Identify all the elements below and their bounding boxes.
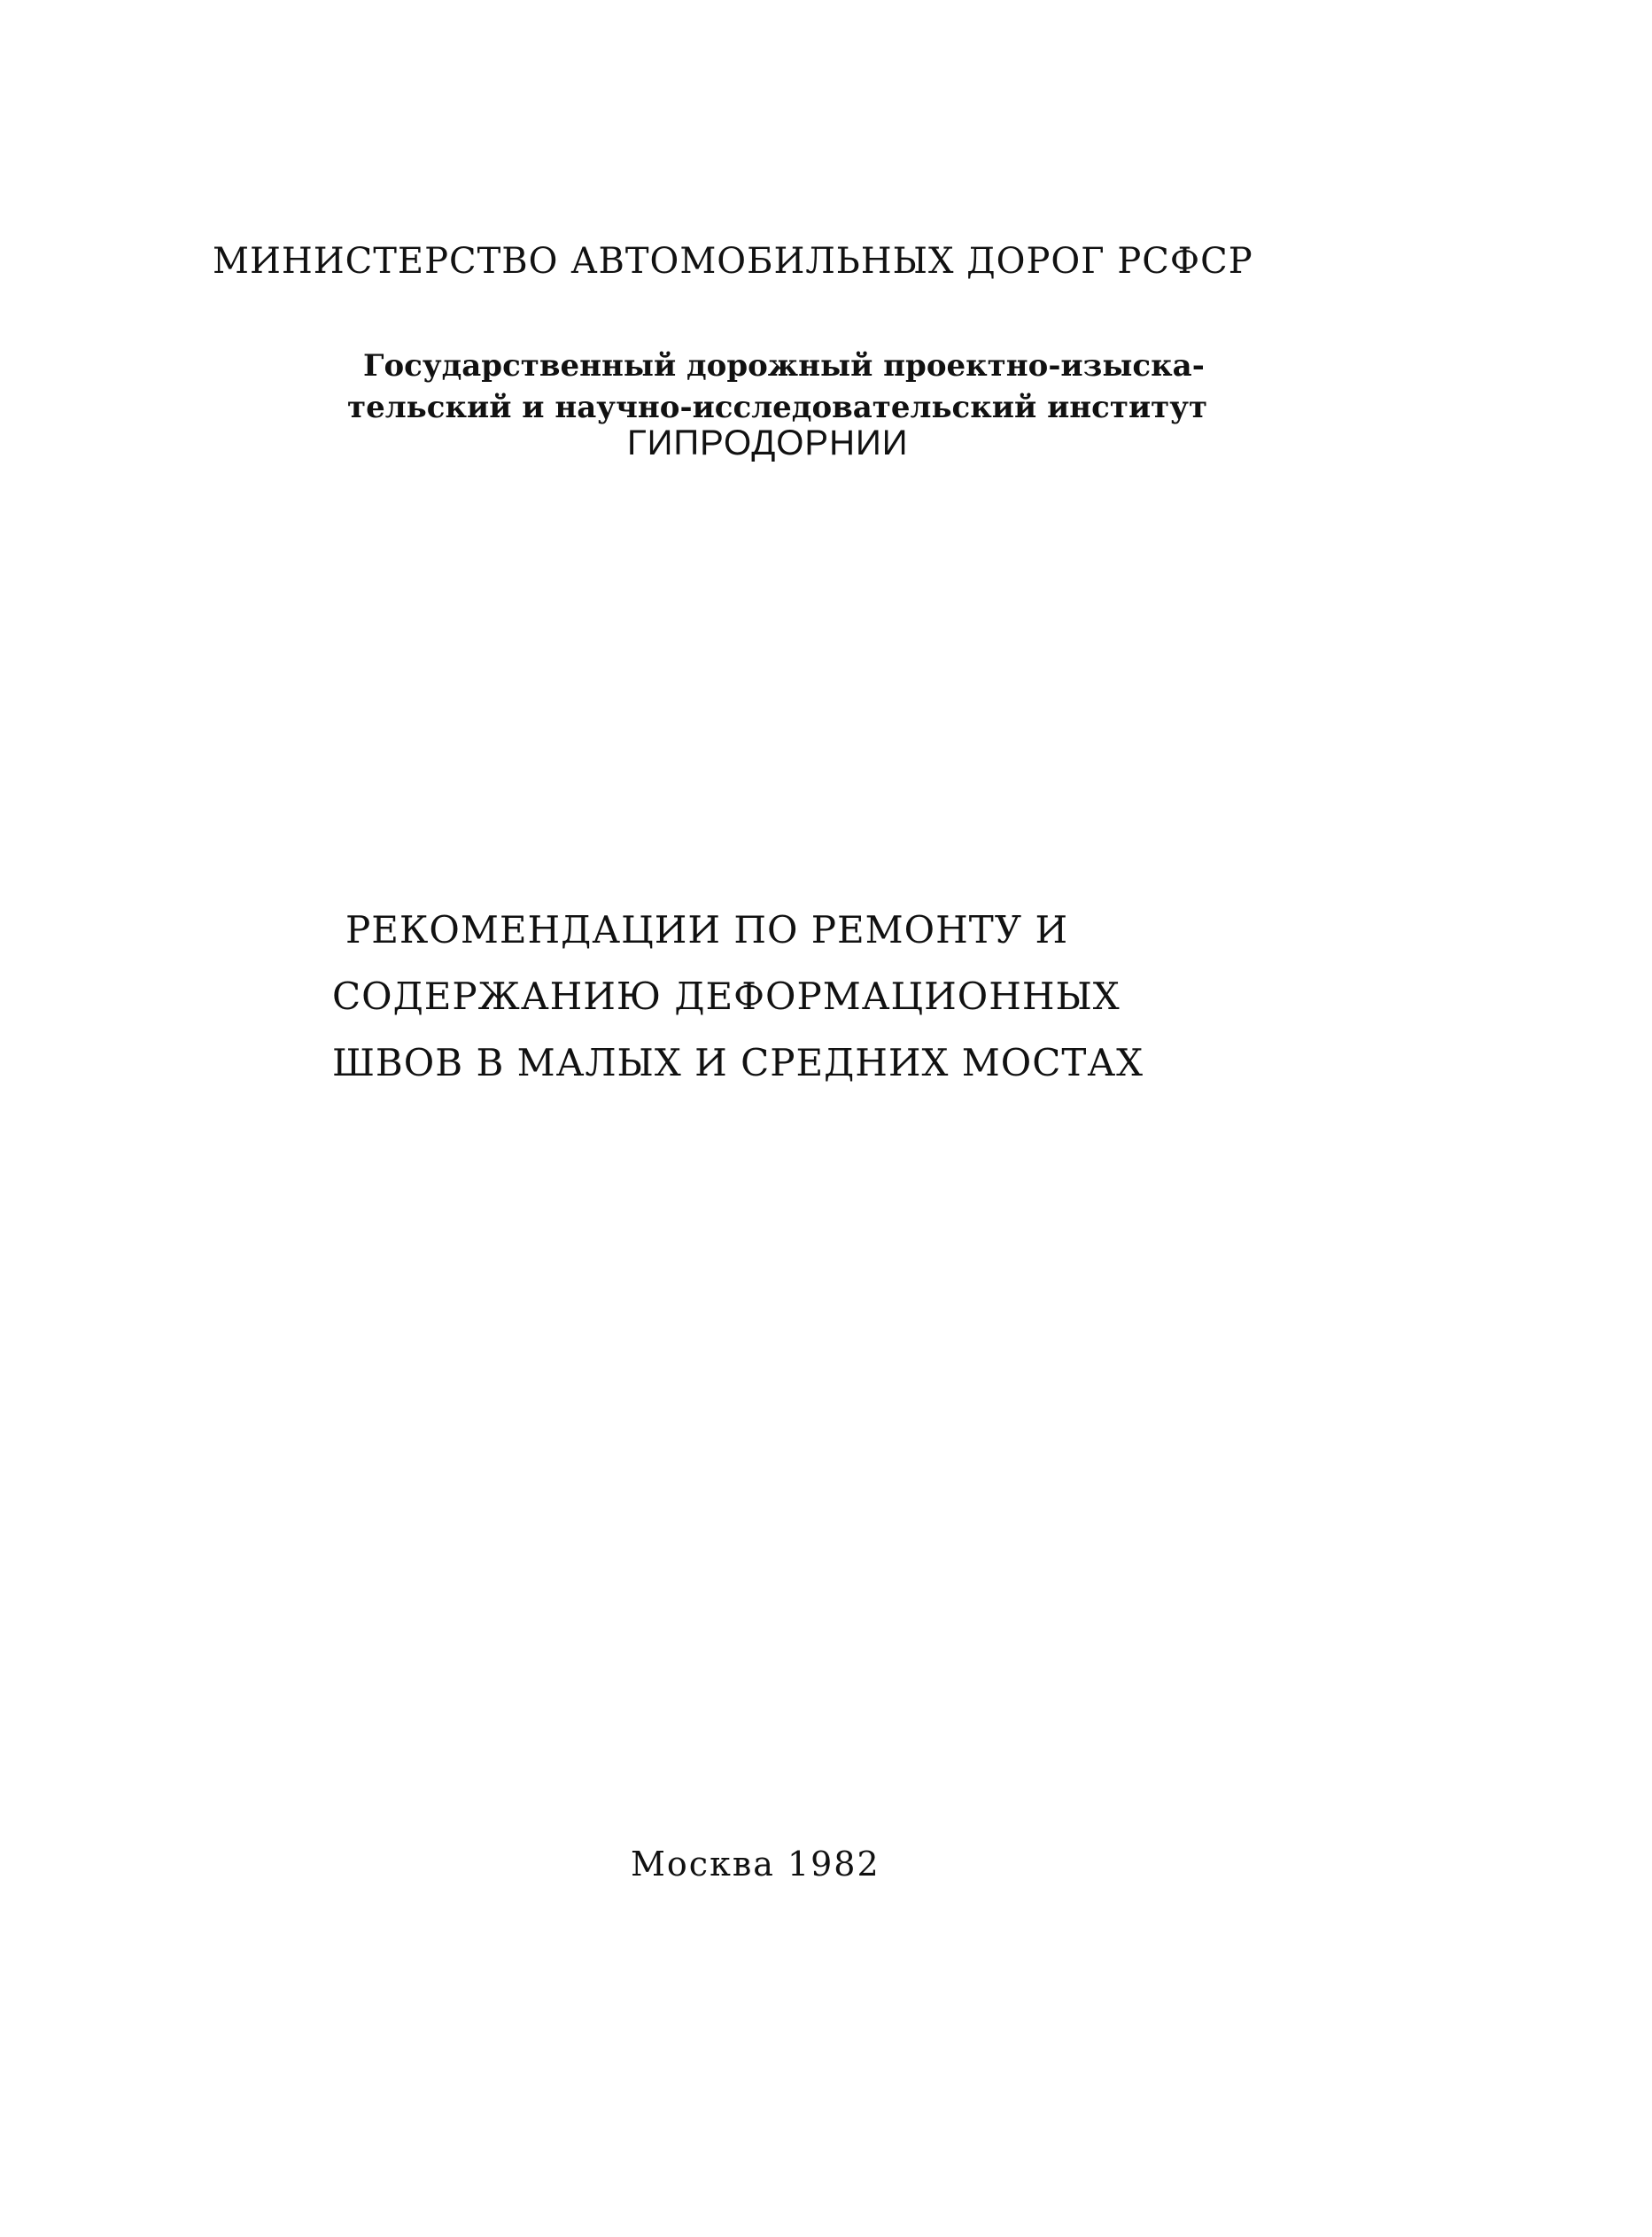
institute-name-line-1: Государственный дорожный проектно-изыска-	[363, 348, 1205, 384]
imprint-city-year: Москва 1982	[631, 1845, 880, 1884]
document-title-line-3: ШВОВ В МАЛЫХ И СРЕДНИХ МОСТАХ	[332, 1041, 1144, 1084]
document-title-line-2: СОДЕРЖАНИЮ ДЕФОРМАЦИОННЫХ	[332, 975, 1121, 1018]
institute-name-line-2: тельский и научно-исследовательский институт	[347, 390, 1208, 425]
institute-acronym: ГИПРОДОРНИИ	[627, 423, 909, 462]
document-title-line-1: РЕКОМЕНДАЦИИ ПО РЕМОНТУ И	[345, 908, 1069, 952]
ministry-name: МИНИСТЕРСТВО АВТОМОБИЛЬНЫХ ДОРОГ РСФСР	[213, 241, 1253, 282]
